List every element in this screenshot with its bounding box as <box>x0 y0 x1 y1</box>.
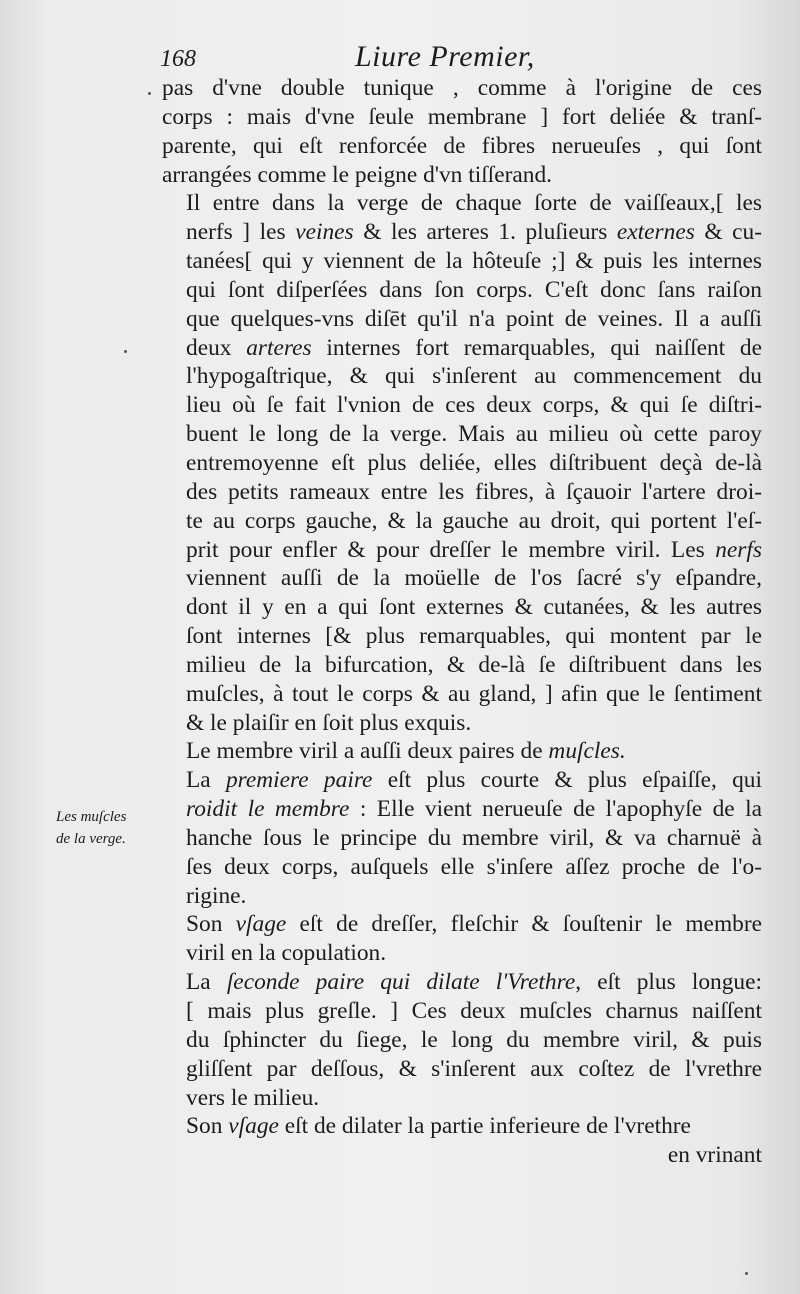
text-line <box>162 1026 762 1055</box>
italic-text: veines <box>295 219 354 246</box>
text-line <box>162 420 762 449</box>
text-line <box>162 305 762 334</box>
text-line <box>162 478 762 507</box>
text-run: milieu de la bifurcation, & de-là ſe diſtribuent dans les <box>186 651 762 678</box>
italic-text: vſage <box>235 911 287 938</box>
text-line <box>162 1141 762 1170</box>
italic-text: muſcles. <box>548 738 626 765</box>
margin-note-line: Les muſcles <box>56 809 127 825</box>
text-line <box>162 709 762 738</box>
body-text <box>162 74 762 1170</box>
text-run: [ mais plus greſle. ] Ces deux muſcles charnus naiſſent <box>186 998 762 1024</box>
text-run: eſt de dreſſer, fleſchir & ſouſtenir le membre <box>286 911 763 938</box>
text-run: parente, qui eſt renforcée de fibres nerueuſes , qui ſont <box>162 132 762 159</box>
text-line <box>162 593 762 622</box>
paragraph <box>162 189 762 737</box>
text-run: prit pour enfler & pour dreſſer le membre viril. Les <box>186 536 716 563</box>
text-line <box>162 795 762 824</box>
text-run: : Elle vient nerueuſe de l'apophyſe de la <box>349 796 762 823</box>
text-run: que quelques-vns diſēt qu'il n'a point de veines. Il a auſſi <box>186 305 762 332</box>
text-line <box>162 651 762 680</box>
ink-speck <box>124 350 127 353</box>
page-header <box>0 38 800 78</box>
text-line <box>162 968 762 997</box>
text-line <box>162 103 762 132</box>
margin-note-line: de la verge. <box>56 831 126 847</box>
italic-text: roidit le membre <box>186 796 350 823</box>
text-run: qui ſont diſperſées dans ſon corps. C'eſt donc ſans raiſon <box>186 276 762 303</box>
text-line <box>162 449 762 478</box>
text-run: Il entre dans la verge de chaque ſorte de vaiſſeaux,[ les <box>186 190 762 217</box>
text-run: muſcles, à tout le corps & au gland, ] afin que le ſentiment <box>186 680 762 707</box>
text-line <box>162 1084 762 1113</box>
text-line <box>162 362 762 391</box>
text-line <box>162 536 762 565</box>
text-run: l'hypogaſtrique, & qui s'inſerent au commencement du <box>186 363 762 390</box>
italic-text: premiere paire <box>225 767 373 794</box>
text-run: deux <box>186 334 247 361</box>
text-line <box>162 334 762 363</box>
text-run: pas d'vne double tunique , comme à l'origine de ces <box>162 75 762 101</box>
text-run: dont il y en a qui ſont externes & cutanées, & les autres <box>186 594 762 621</box>
paragraph <box>162 910 762 968</box>
text-run: eſt plus courte & plus eſpaiſſe, qui <box>372 767 762 794</box>
text-run: La <box>186 767 226 794</box>
text-run: des petits rameaux entre les fibres, à ſçauoir l'artere droi- <box>186 478 762 505</box>
text-run: du ſphincter du ſiege, le long du membre viril, & puis <box>186 1026 762 1053</box>
ink-speck <box>745 1272 748 1275</box>
text-run: entremoyenne eſt plus deliée, elles diſtribuent deçà de-là <box>186 449 762 476</box>
page-number: 168 <box>160 46 196 72</box>
text-line <box>162 997 762 1026</box>
paragraph <box>162 74 762 189</box>
text-line <box>162 680 762 709</box>
text-run: viennent auſſi de la moüelle de l'os ſacré s'y eſpandre, <box>186 565 762 592</box>
text-run: en vrinant <box>667 1142 762 1169</box>
text-line <box>162 1055 762 1084</box>
text-run: hanche ſous le principe du membre viril, & va charnuë à <box>186 824 762 851</box>
text-run: gliſſent par deſſous, & s'inſerent aux coſtez de l'vrethre <box>186 1055 762 1082</box>
paragraph <box>162 1141 762 1170</box>
italic-text: nerfs <box>715 536 762 563</box>
text-line <box>162 74 762 103</box>
text-line <box>162 737 762 766</box>
text-run: rigine. <box>186 882 247 909</box>
text-run: arrangées comme le peigne d'vn tiſſerand. <box>162 161 552 188</box>
text-line <box>162 132 762 161</box>
text-run: lieu où ſe fait l'vnion de ces deux corps, & qui ſe diſtri- <box>186 392 762 419</box>
text-run: & les arteres 1. pluſieurs <box>353 219 617 246</box>
text-line <box>162 161 762 190</box>
text-run: nerfs ] les <box>186 219 296 246</box>
text-run: Son <box>186 1113 229 1140</box>
text-line <box>162 564 762 593</box>
text-run: vers le milieu. <box>186 1084 320 1111</box>
text-run: , eſt plus longue: <box>575 969 762 996</box>
text-run: internes fort remarquables, qui naiſſent de <box>311 334 762 361</box>
text-line <box>162 853 762 882</box>
text-run: Son <box>186 911 236 938</box>
text-run: La <box>186 969 227 996</box>
text-line <box>162 939 762 968</box>
paragraph <box>162 1112 762 1141</box>
text-line <box>162 1112 762 1141</box>
text-line <box>162 391 762 420</box>
text-run: corps : mais d'vne ſeule membrane ] fort deliée & tranſ- <box>162 103 762 130</box>
paragraph <box>162 766 762 910</box>
text-run: buent le long de la verge. Mais au milieu où cette paroy <box>186 421 762 448</box>
italic-text: vſage <box>228 1113 279 1140</box>
text-run: & le plaiſir en ſoit plus exquis. <box>186 709 472 736</box>
margin-note <box>56 806 156 850</box>
paragraph <box>162 968 762 1112</box>
text-run: eſt de dilater la partie inferieure de l'vrethre <box>278 1113 691 1140</box>
text-line <box>162 766 762 795</box>
italic-text: arteres <box>246 334 312 361</box>
text-run: tanées[ qui y viennent de la hôteuſe ;] & puis les internes <box>186 248 762 275</box>
text-run: ſes deux corps, auſquels elle s'inſere aſſez proche de l'o- <box>186 853 762 880</box>
text-line <box>162 910 762 939</box>
text-run: te au corps gauche, & la gauche au droit, qui portent l'eſ- <box>186 507 762 534</box>
text-line <box>162 882 762 911</box>
text-run: & cu- <box>694 219 762 246</box>
paragraph <box>162 737 762 766</box>
text-run: Le membre viril a auſſi deux paires de <box>186 738 549 765</box>
ink-speck <box>148 92 151 95</box>
text-line <box>162 189 762 218</box>
text-line <box>162 507 762 536</box>
italic-text: externes <box>616 219 695 246</box>
text-run: viril en la copulation. <box>186 940 387 967</box>
text-line <box>162 218 762 247</box>
text-line <box>162 824 762 853</box>
italic-text: ſeconde paire qui dilate l'Vrethre <box>226 969 576 996</box>
text-line <box>162 622 762 651</box>
text-run: ſont internes [& plus remarquables, qui montent par le <box>186 623 762 650</box>
text-line <box>162 276 762 305</box>
running-title: Liure Premier, <box>355 40 535 73</box>
text-line <box>162 247 762 276</box>
